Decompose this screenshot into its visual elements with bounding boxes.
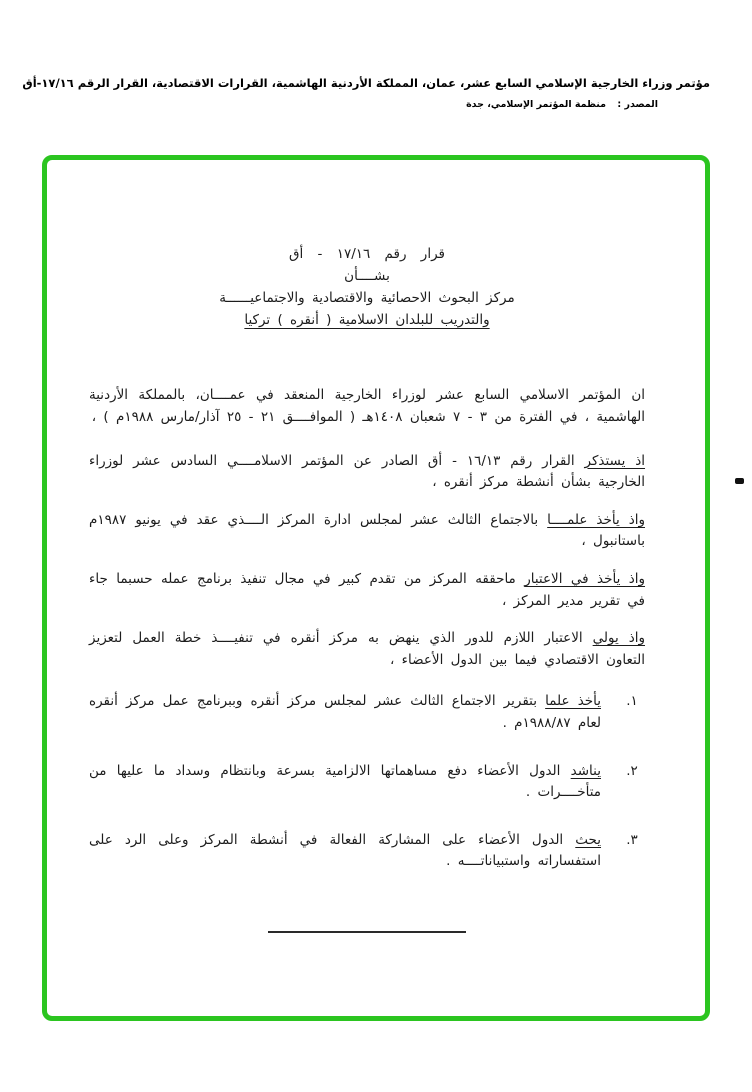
item-rest: بتقرير الاجتماع الثالث عشر لمجلس مركز أنقره وببرنامج عمل مركز أنقره لعام ١٩٨٨/٨٧م . <box>89 693 601 731</box>
clause-lead: واذ يولي <box>592 630 645 647</box>
scan-speck <box>735 478 744 484</box>
clause-lead: اذ يستذكر <box>584 452 646 469</box>
document-header-title: مؤتمر وزراء الخارجية الإسلامي السابع عشر، عمان، المملكة الأردنية الهاشمية، القرارات الاقتصادية، القرار الرقم ١٧/١٦-أق <box>22 76 710 90</box>
item-rest: الدول الأعضاء دفع مساهماتها الالزامية بسرعة وبانتظام وسداد ما عليها من متأخــــرات . <box>89 762 601 801</box>
item-text <box>89 761 601 804</box>
resolution-item <box>89 691 645 734</box>
item-rest: الدول الأعضاء على المشاركة الفعالة في أنشطة المركز وعلى الرد على استفساراته واستبياناتــــه . <box>89 831 601 870</box>
resolution-subject-word: بشــــأن <box>344 267 390 284</box>
clause-paragraph <box>89 451 645 494</box>
item-number: ٢. <box>626 762 638 779</box>
clause-lead: واذ يأخذ علمــــا <box>547 511 645 528</box>
clause-paragraph <box>89 628 645 671</box>
resolutions-list <box>89 691 645 873</box>
clause-paragraph <box>89 510 645 553</box>
resolution-title <box>89 244 645 331</box>
clause-paragraph <box>89 569 645 612</box>
item-number: ٣. <box>626 831 638 848</box>
source-line <box>466 99 658 110</box>
signature-line <box>268 931 466 933</box>
resolution-topic-line-1: مركز البحوث الاحصائية والاقتصادية والاجتماعيــــــة <box>219 289 515 306</box>
clause-text: بالاجتماع الثالث عشر لمجلس ادارة المركز الــــذي عقد في يونيو ١٩٨٧م باستانبول ، <box>89 511 645 550</box>
item-text <box>89 830 601 873</box>
item-text <box>89 691 601 734</box>
item-lead: يأخذ علما <box>545 693 601 710</box>
source-value: منظمة المؤتمر الإسلامي، جدة <box>466 99 607 110</box>
item-lead: يناشد <box>570 762 601 779</box>
clause-text: القرار رقم ١٦/١٣ - أق الصادر عن المؤتمر الاسلامــــي السادس عشر لوزراء الخارجية بشأن أنشطة مركز أنقره ، <box>89 452 645 491</box>
green-frame <box>42 155 710 1021</box>
item-lead: يحث <box>575 831 602 848</box>
clause-text: ماحققه المركز من تقدم كبير في مجال تنفيذ برنامج عمله حسبما جاء في تقرير مدير المركز ، <box>89 571 645 609</box>
clause-lead: واذ يأخذ في الاعتبار <box>524 571 646 587</box>
resolution-item <box>89 761 645 804</box>
resolution-item <box>89 830 645 873</box>
item-number: ١. <box>626 693 638 710</box>
preamble-paragraph: ان المؤتمر الاسلامي السابع عشر لوزراء الخارجية المنعقد في عمــــان، بالمملكة الأردنية الهاشمية ، في الفترة من ٣ - ٧ شعبان ١٤٠٨هـ ( الموافــــق ٢١ - ٢٥ آذار/مارس ١٩٨٨م ) ، <box>89 387 645 426</box>
scanned-document <box>47 160 705 1016</box>
resolution-number-line: قرار رقم ١٧/١٦ - أق <box>289 246 445 262</box>
clause-text: الاعتبار اللازم للدور الذي ينهض به مركز أنقره في تنفيــــذ خطة العمل لتعزيز التعاون الاقتصادي فيما بين الدول الأعضاء ، <box>89 630 645 668</box>
resolution-topic-line-2: والتدريب للبلدان الاسلامية ( أنقره ) تركيا <box>244 311 490 328</box>
source-label: المصدر : <box>617 99 658 110</box>
